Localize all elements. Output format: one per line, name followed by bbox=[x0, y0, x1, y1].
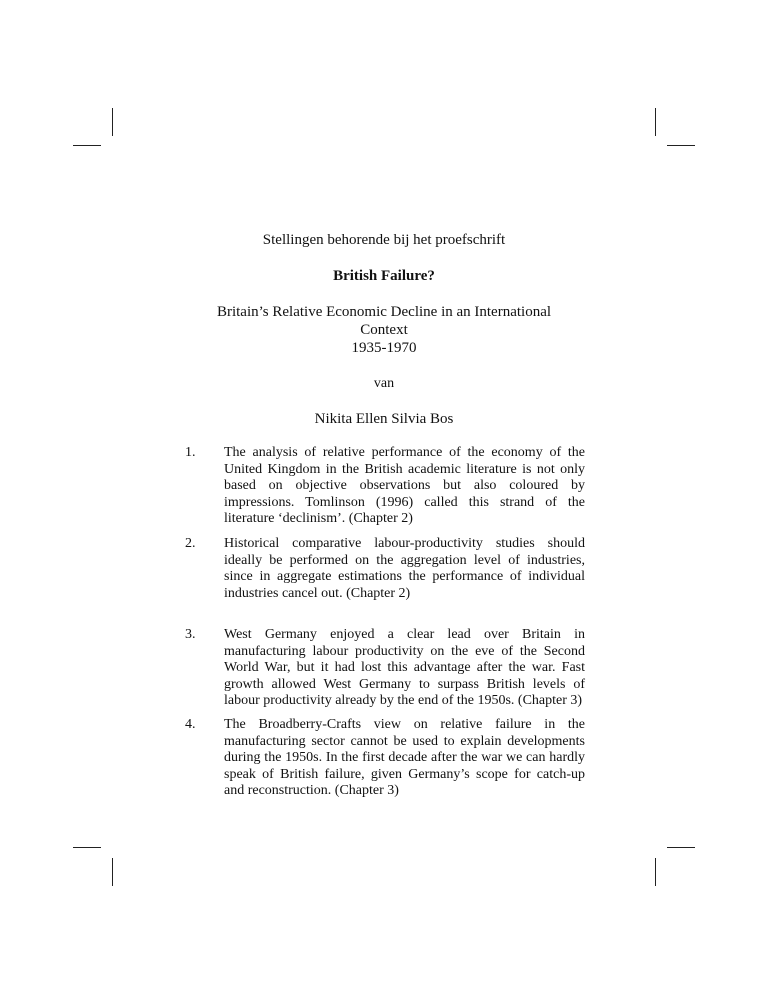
crop-mark-top-right-horizontal bbox=[667, 145, 695, 146]
author-name: Nikita Ellen Silvia Bos bbox=[314, 411, 454, 427]
thesis-item bbox=[185, 627, 585, 710]
thesis-text: West Germany enjoyed a clear lead over Britain in manufacturing labour productivity on the eve of the Second World War, but it had lost this advantage after the war. Fast growth allowed West Germany to surpass British levels of labour productivity already by the end of the 1950s. (Chapter 3) bbox=[224, 627, 585, 708]
thesis-item bbox=[185, 717, 585, 800]
proposition-intro: Stellingen behorende bij het proefschrift bbox=[262, 232, 506, 248]
crop-mark-top-left-horizontal bbox=[73, 145, 101, 146]
thesis-subtitle-line-2: Context bbox=[360, 322, 408, 338]
crop-mark-bottom-right-horizontal bbox=[667, 847, 695, 848]
van-label: van bbox=[373, 376, 395, 391]
thesis-item bbox=[185, 445, 585, 528]
thesis-number: 1. bbox=[185, 445, 196, 460]
thesis-number: 4. bbox=[185, 717, 196, 732]
thesis-title: British Failure? bbox=[333, 268, 435, 284]
thesis-text: Historical comparative labour-productivity studies should ideally be performed on the aggregation level of industries, since in aggregate estimations the performance of individual industries cancel out. (Chapter 2) bbox=[224, 536, 585, 601]
thesis-period: 1935-1970 bbox=[351, 340, 417, 356]
thesis-text: The analysis of relative performance of the economy of the United Kingdom in the British academic literature is not only based on objective observations but also coloured by impressions. Tomlinson (1996) called this strand of the literature ‘declinism’. (Chapter 2) bbox=[224, 445, 585, 526]
crop-mark-top-left-vertical bbox=[112, 108, 113, 136]
thesis-subtitle-line-1: Britain’s Relative Economic Decline in an International bbox=[216, 304, 552, 320]
crop-mark-bottom-left-horizontal bbox=[73, 847, 101, 848]
thesis-item bbox=[185, 536, 585, 602]
thesis-text: The Broadberry-Crafts view on relative failure in the manufacturing sector cannot be used to explain developments during the 1950s. In the first decade after the war we can hardly speak of British failure, given Germany’s scope for catch-up and reconstruction. (Chapter 3) bbox=[224, 717, 585, 798]
crop-mark-bottom-left-vertical bbox=[112, 858, 113, 886]
thesis-number: 3. bbox=[185, 627, 196, 642]
crop-mark-bottom-right-vertical bbox=[655, 858, 656, 886]
thesis-number: 2. bbox=[185, 536, 196, 551]
crop-mark-top-right-vertical bbox=[655, 108, 656, 136]
